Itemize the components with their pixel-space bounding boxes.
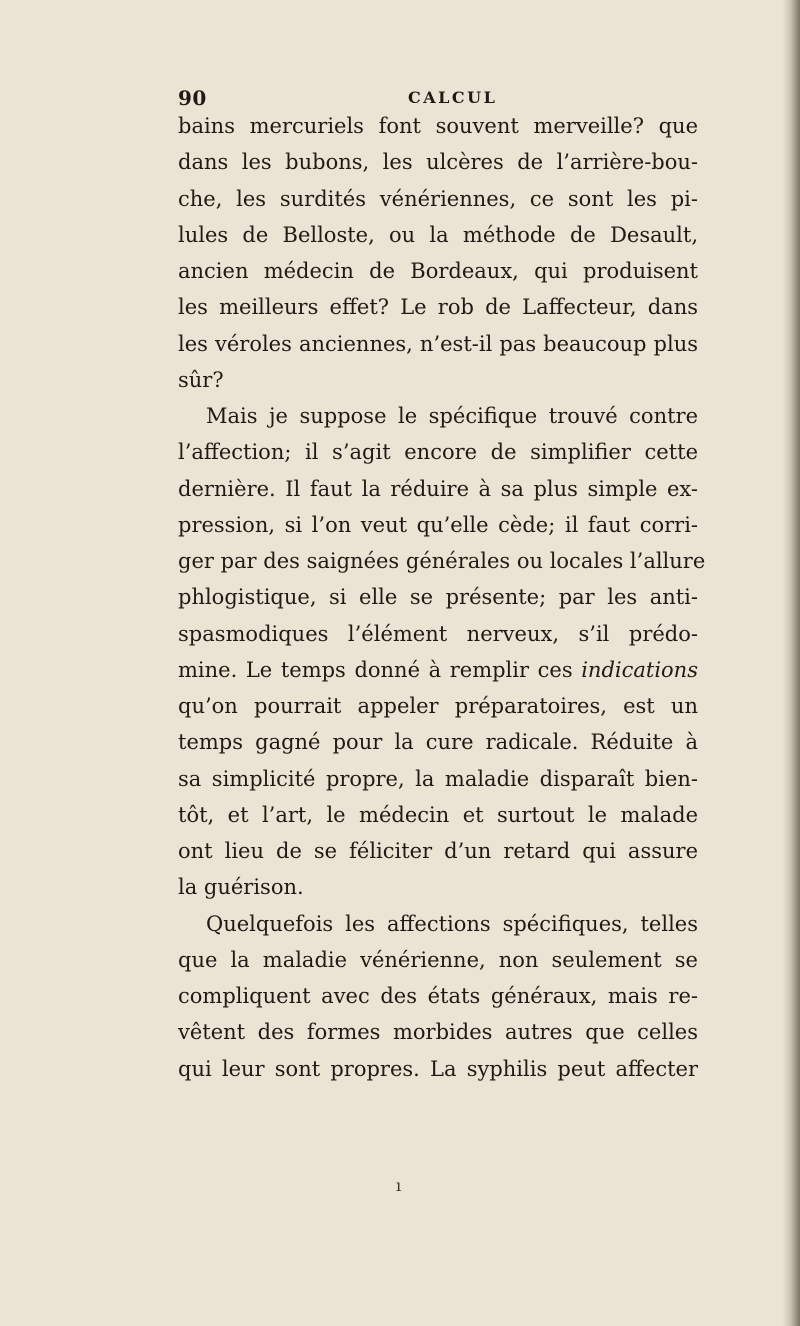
text-line: la guérison.	[178, 875, 304, 900]
page-number: 90	[178, 86, 207, 110]
text-line: spasmodiques l’élément nerveux, s’il prédo-	[178, 621, 698, 646]
text-line: che, les surdités vénériennes, ce sont les pi-	[178, 186, 698, 211]
text-line: l’affection; il s’agit encore de simplifier cette	[178, 440, 698, 465]
text-line: ont lieu de se féliciter d’un retard qui assure	[178, 839, 698, 863]
text-run: mine. Le temps donné à remplir ces	[178, 657, 582, 682]
text-line: sûr?	[178, 367, 224, 392]
running-head: CALCUL	[408, 88, 498, 107]
text-line: sa simplicité propre, la maladie disparaît bien-	[178, 766, 698, 791]
text-line: pression, si l’on veut qu’elle cède; il faut corri-	[178, 512, 698, 537]
text-line: ancien médecin de Bordeaux, qui produisent	[178, 259, 698, 283]
text-line: ger par des saignées générales ou locales l’allure	[178, 549, 706, 573]
text-line: tôt, et l’art, le médecin et surtout le malade	[178, 802, 698, 827]
text-line: dernière. Il faut la réduire à sa plus simple ex-	[178, 476, 698, 501]
text-line: lules de Belloste, ou la méthode de Desault,	[178, 222, 698, 247]
text-line: bains mercuriels font souvent merveille? que	[178, 114, 698, 138]
body-text	[178, 108, 706, 1087]
italic-word: indications	[581, 657, 698, 682]
text-line: qu’on pourrait appeler préparatoires, est un	[178, 694, 698, 718]
text-line: temps gagné pour la cure radicale. Réduite à	[178, 730, 698, 755]
text-line: qui leur sont propres. La syphilis peut affecter	[178, 1056, 698, 1081]
text-line: phlogistique, si elle se présente; par les anti-	[178, 585, 698, 610]
text-line: les meilleurs effet? Le rob de Laffecteur, dans	[178, 295, 698, 320]
text-line: vêtent des formes morbides autres que celles	[178, 1020, 698, 1045]
text-line: que la maladie vénérienne, non seulement se	[178, 947, 698, 972]
text-line: compliquent avec des états généraux, mais re-	[178, 984, 698, 1008]
paragraph-first-line: Quelquefois les affections spécifiques, telles	[206, 911, 698, 936]
stray-mark: ı	[396, 1176, 402, 1195]
text-line-with-italic	[178, 652, 698, 688]
paragraph-first-line: Mais je suppose le spécifique trouvé contre	[206, 404, 698, 428]
page-edge-shadow	[782, 0, 800, 1326]
text-line: dans les bubons, les ulcères de l’arrière-bou-	[178, 150, 698, 175]
text-line: les véroles anciennes, n’est-il pas beaucoup plus	[178, 331, 698, 356]
